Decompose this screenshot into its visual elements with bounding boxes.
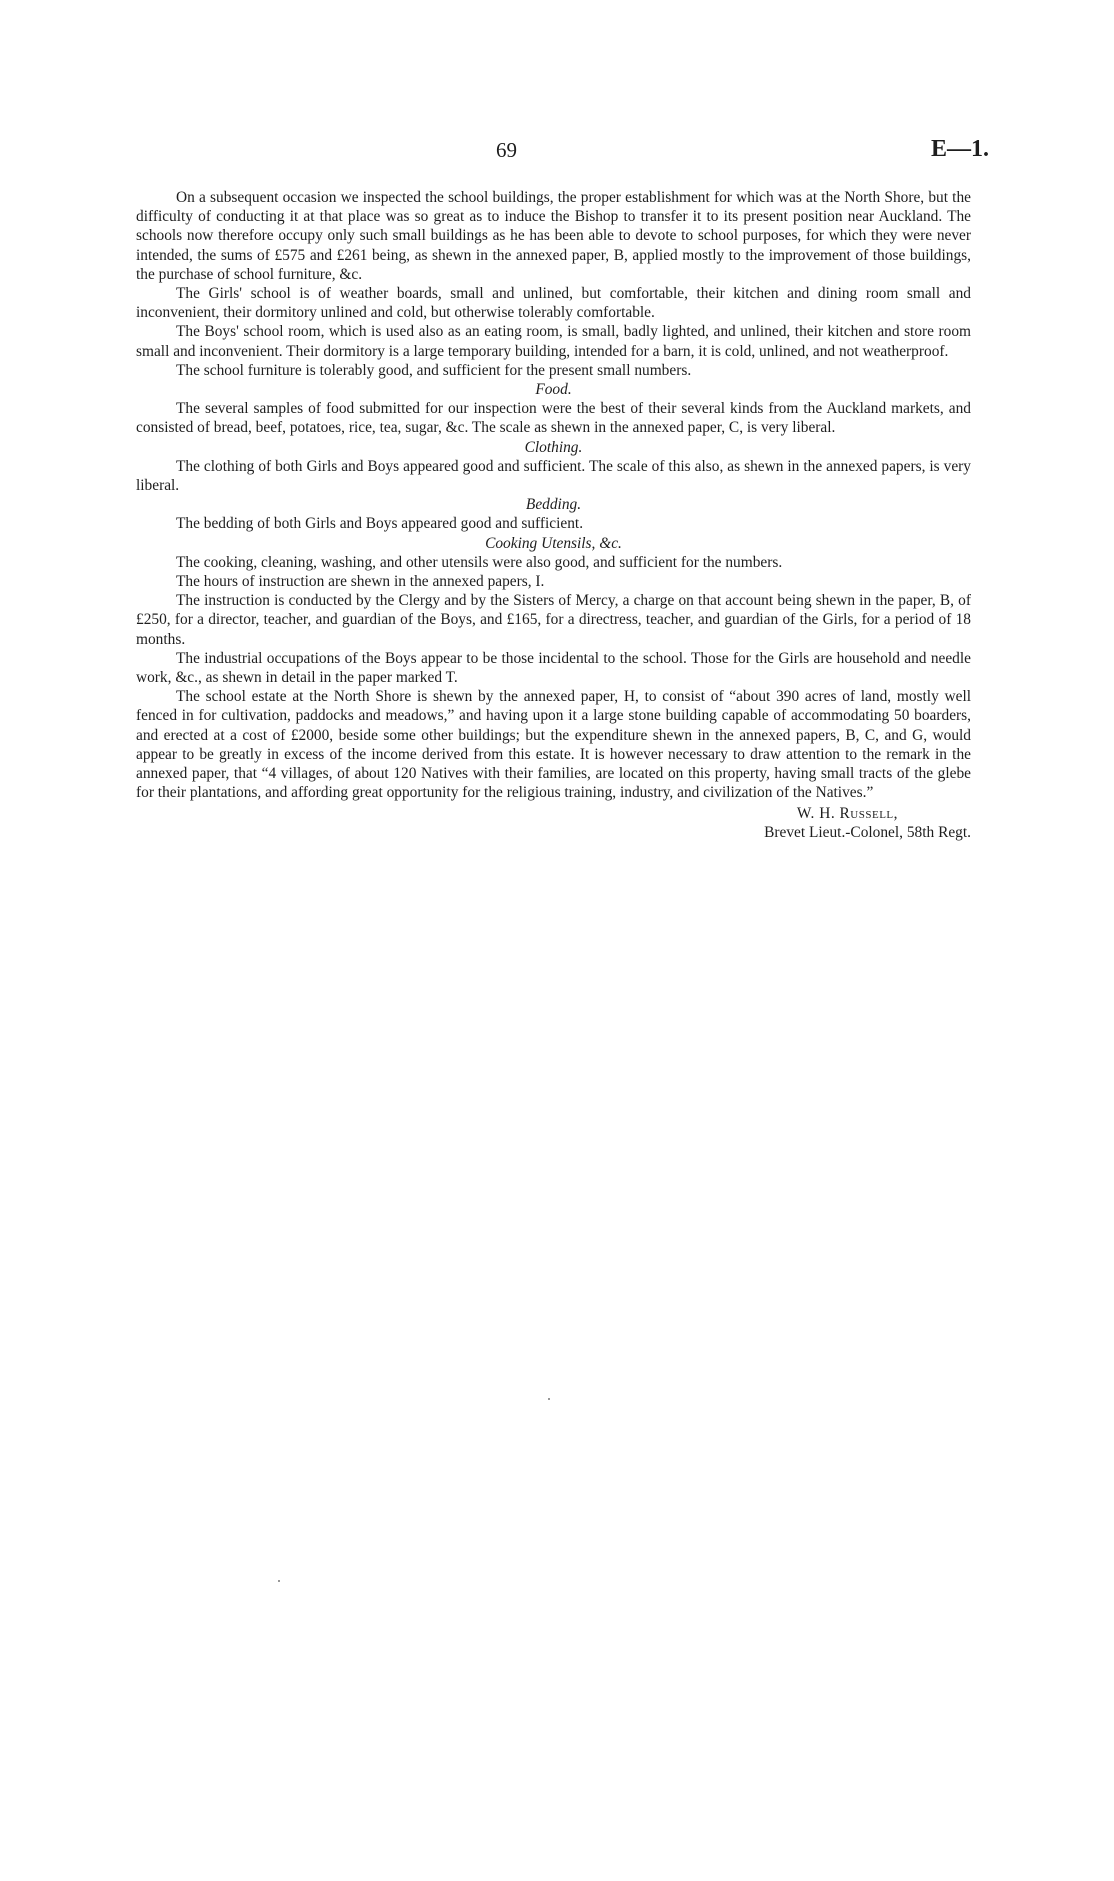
paragraph-utensils: The cooking, cleaning, washing, and other utensils were also good, and sufficient for the numbers.	[176, 553, 783, 571]
paragraph-hours-of-instruction: The hours of instruction are shewn in the annexed papers, I.	[176, 573, 545, 591]
paragraph-food: The several samples of food submitted for our inspection were the best of their several kinds from the Auckland markets, and consisted of bread, beef, potatoes, rice, tea, sugar, &c. The scale as shewn in the annexed paper, C, is very liberal.	[136, 400, 971, 437]
paragraph-industrial-occupations: The industrial occupations of the Boys appear to be those incidental to the school. Those for the Girls are household and needle work, &c., as shewn in detail in the paper marked T.	[136, 649, 971, 687]
report-body	[136, 188, 971, 842]
signature-block	[136, 804, 971, 842]
page-number: 69	[496, 138, 517, 162]
paragraph-instruction: The instruction is conducted by the Clergy and by the Sisters of Mercy, a charge on that account being shewn in the paper, B, of £250, for a director, teacher, and guardian of the Boys, and £165, for a directress, teacher, and guardian of the Girls, for a period of 18 months.	[136, 592, 971, 648]
signatory-name: W. H. Russell,	[796, 804, 898, 822]
paragraph-school-furniture: The school furniture is tolerably good, and sufficient for the present small numbers.	[176, 361, 692, 379]
paragraph-bedding: The bedding of both Girls and Boys appeared good and sufficient.	[176, 515, 584, 533]
heading-cooking-utensils: Cooking Utensils, &c.	[485, 534, 622, 552]
heading-bedding: Bedding.	[525, 496, 582, 514]
scan-speck	[548, 1398, 550, 1400]
signatory-rank: Brevet Lieut.-Colonel, 58th Regt.	[764, 823, 971, 841]
scan-speck	[278, 1580, 280, 1582]
heading-clothing: Clothing.	[524, 438, 583, 456]
paragraph-clothing: The clothing of both Girls and Boys appeared good and sufficient. The scale of this also, as shewn in the annexed papers, is very liberal.	[136, 457, 971, 495]
heading-food: Food.	[535, 381, 572, 399]
series-code: E—1.	[930, 136, 989, 162]
page-header	[0, 138, 1114, 168]
paragraph-boys-school: The Boys' school room, which is used also as an eating room, is small, badly lighted, and unlined, their kitchen and store room small and inconvenient. Their dormitory is a large temporary building, intended for a barn, it is cold, unlined, and not weatherproof.	[136, 323, 971, 360]
paragraph-school-buildings: On a subsequent occasion we inspected the school buildings, the proper establishment for which was at the North Shore, but the difficulty of conducting it at that place was so great as to induce the Bishop to transfer it to its present position near Auckland. The schools now therefore occupy only such small buildings as he has been able to devote to school purposes, for which they were never intended, the sums of £575 and £261 being, as shewn in the annexed paper, B, applied mostly to the improvement of those buildings, the purchase of school furniture, &c.	[136, 189, 971, 283]
paragraph-girls-school: The Girls' school is of weather boards, small and unlined, but comfortable, their kitchen and dining room small and inconvenient, their dormitory unlined and cold, but otherwise tolerably comfortable.	[136, 285, 971, 322]
paragraph-school-estate: The school estate at the North Shore is shewn by the annexed paper, H, to consist of “about 390 acres of land, mostly well fenced in for cultivation, paddocks and meadows,” and having upon it a large stone building capable of accommodating 50 boarders, and erected at a cost of £2000, beside some other buildings; but the expenditure shewn in the annexed papers, B, C, and G, would appear to be greatly in excess of the income derived from this estate. It is however necessary to draw attention to the remark in the annexed paper, that “4 villages, of about 120 Natives with their families, are located on this property, having small tracts of the glebe for their plantations, and affording great opportunity for the religious training, industry, and civilization of the Natives.”	[136, 688, 971, 802]
